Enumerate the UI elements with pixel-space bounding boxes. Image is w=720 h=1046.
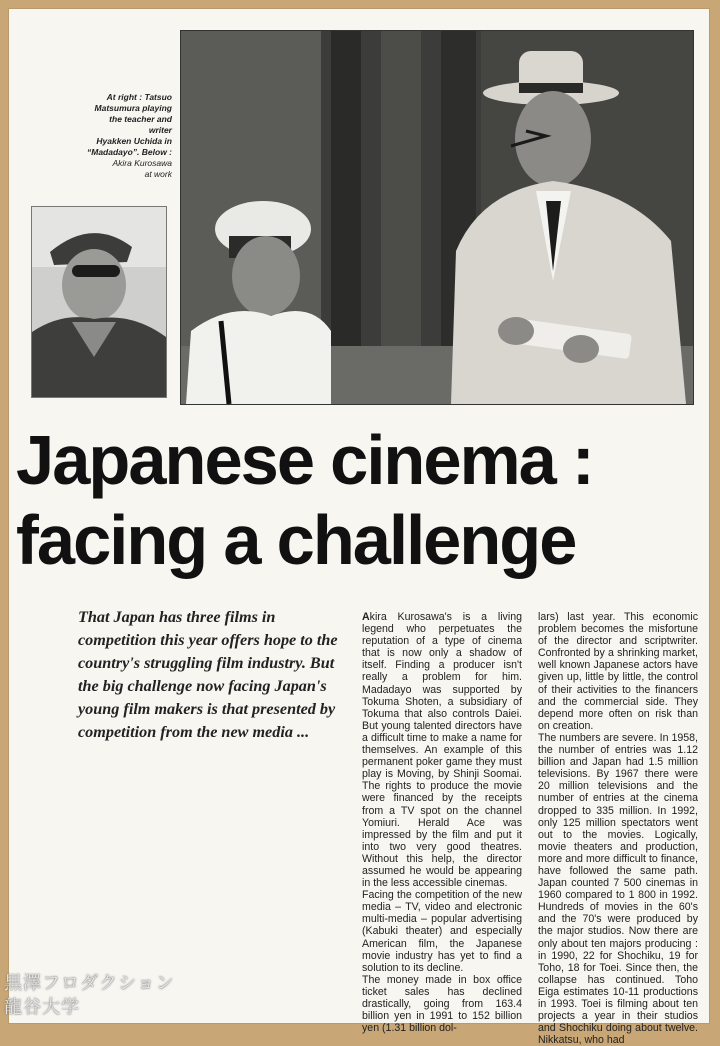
headline bbox=[16, 420, 692, 580]
article-column-1 bbox=[362, 611, 522, 1034]
photo-madadayo-still bbox=[180, 30, 694, 405]
paragraph: The numbers are severe. In 1958, the number of entries was 1.12 billion and Japan had 1.5 million televisions. By 1967 there were 20 million televisions and the number of entries at the cinema dropped to 335 million. In 1992, only 125 million spectators went out to the movies. Logically, movie theaters and production, more and more difficult to finance, have followed the same path. Japan counted 7 500 cinemas in 1960 compared to 1 800 in 1992. Hundreds of movies in the 60's and the 70's were produced by the major studios. Now there are only about ten majors producing : in 1990, 22 for Shochiku, 19 for Toho, 18 for Toei. Since then, the collapse has continued. Toho Eiga estimates 10-11 productions in 1993. Toei is filming about ten projects a year in their studios and Shochiku doing about twelve. Nikkatsu, who had bbox=[538, 731, 698, 1046]
paragraph: Akira Kurosawa's is a living legend who perpetuates the reputation of a type of cinema that is now only a shadow of itself. Finding a producer isn't really a problem for him. Madadayo was supported by Tokuma Shoten, a subsidiary of Tokuma that also controls Daiei. But young talented directors have a difficult time to make a name for themselves. An example of this permanent poker game they must play is Moving, by Shinji Soomai. The rights to produce the movie were financed by the receipts from a TV spot on the channel Yomiuri. Herald Ace was impressed by the film and put it into two very good theatres. Without this help, the director assumed he would be appearing in the less accessible cinemas. bbox=[362, 611, 522, 890]
paragraph: lars) last year. This economic problem becomes the misfortune of the director and scriptwriter. Confronted by a shrinking market, well known Japanese actors have given up, little by little, the control of their activities to the financers and the commercial side. They depend more often on risk than on creation. bbox=[538, 611, 698, 732]
photo-caption: At right : Tatsuo Matsumura playing the teacher and writer Hyakken Uchida in “Madadayo”. Below : Akira Kurosawa at work bbox=[86, 92, 172, 179]
drop-cap: A bbox=[362, 611, 370, 623]
standfirst: That Japan has three films in competition this year offers hope to the country's struggling film industry. But the big challenge now facing Japan's young film makers is that presented by competition from the new media ... bbox=[78, 608, 338, 741]
headline-line-2: facing a challenge bbox=[16, 501, 576, 579]
article-column-2 bbox=[538, 611, 698, 1046]
headline-line-1: Japanese cinema : bbox=[16, 421, 593, 499]
paragraph: The money made in box office ticket sales has declined drastically, going from 163.4 billion yen in 1991 to 152 billion yen (1.31 billion dol- bbox=[362, 973, 522, 1035]
photo-akira-kurosawa bbox=[31, 206, 167, 398]
archive-watermark: 黒澤フロダクション 龍谷大学 bbox=[4, 973, 175, 1018]
paragraph: Facing the competition of the new media – TV, video and electronic multi-media – popular advertising (Kabuki theater) and especially American film, the Japanese movie industry has yet to find a solution to its decline. bbox=[362, 889, 522, 974]
